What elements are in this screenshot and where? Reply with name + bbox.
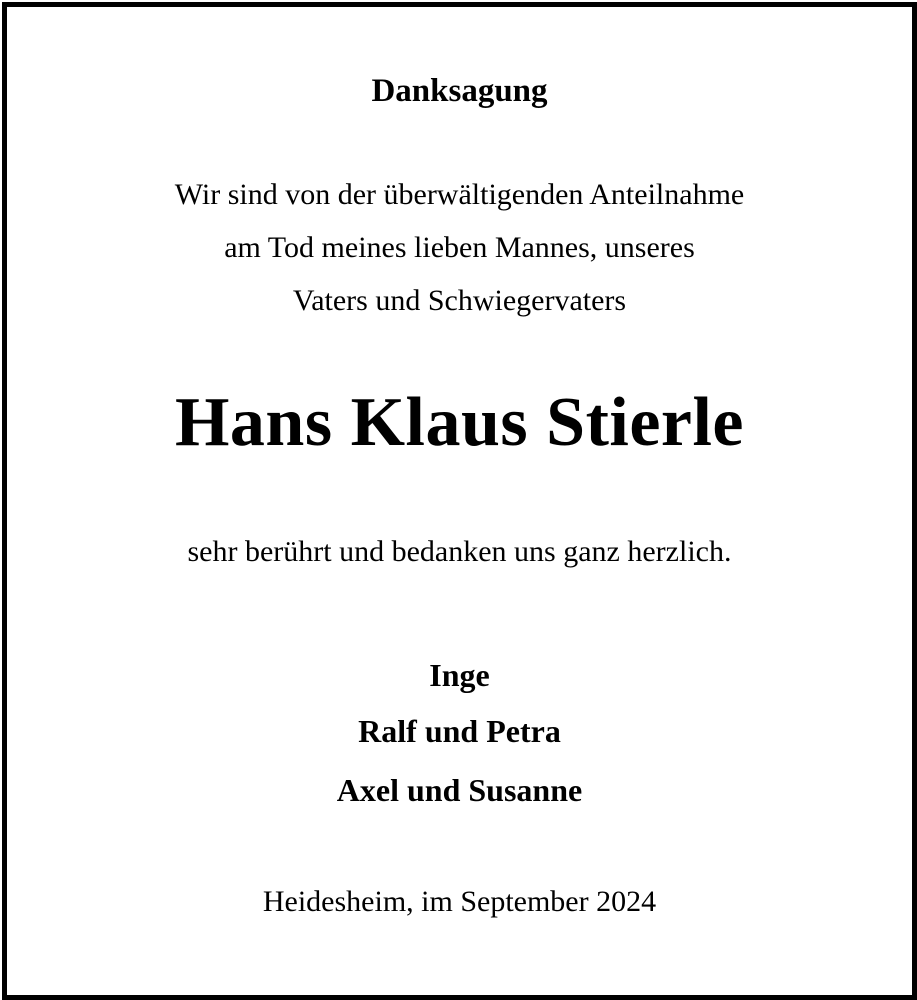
notice-frame bbox=[2, 2, 917, 1000]
intro-line: Wir sind von der überwältigenden Anteilnahme bbox=[174, 178, 745, 211]
family-member: Inge bbox=[429, 657, 490, 693]
deceased-name: Hans Klaus Stierle bbox=[174, 384, 745, 461]
thanks-line: sehr berührt und bedanken uns ganz herzlich. bbox=[187, 535, 732, 568]
intro-line: Vaters und Schwiegervaters bbox=[292, 284, 627, 317]
place-date: Heidesheim, im September 2024 bbox=[262, 885, 657, 918]
family-member: Axel und Susanne bbox=[336, 772, 583, 808]
intro-line: am Tod meines lieben Mannes, unseres bbox=[224, 231, 695, 264]
family-member: Ralf und Petra bbox=[358, 713, 561, 749]
notice-heading: Danksagung bbox=[371, 73, 548, 109]
